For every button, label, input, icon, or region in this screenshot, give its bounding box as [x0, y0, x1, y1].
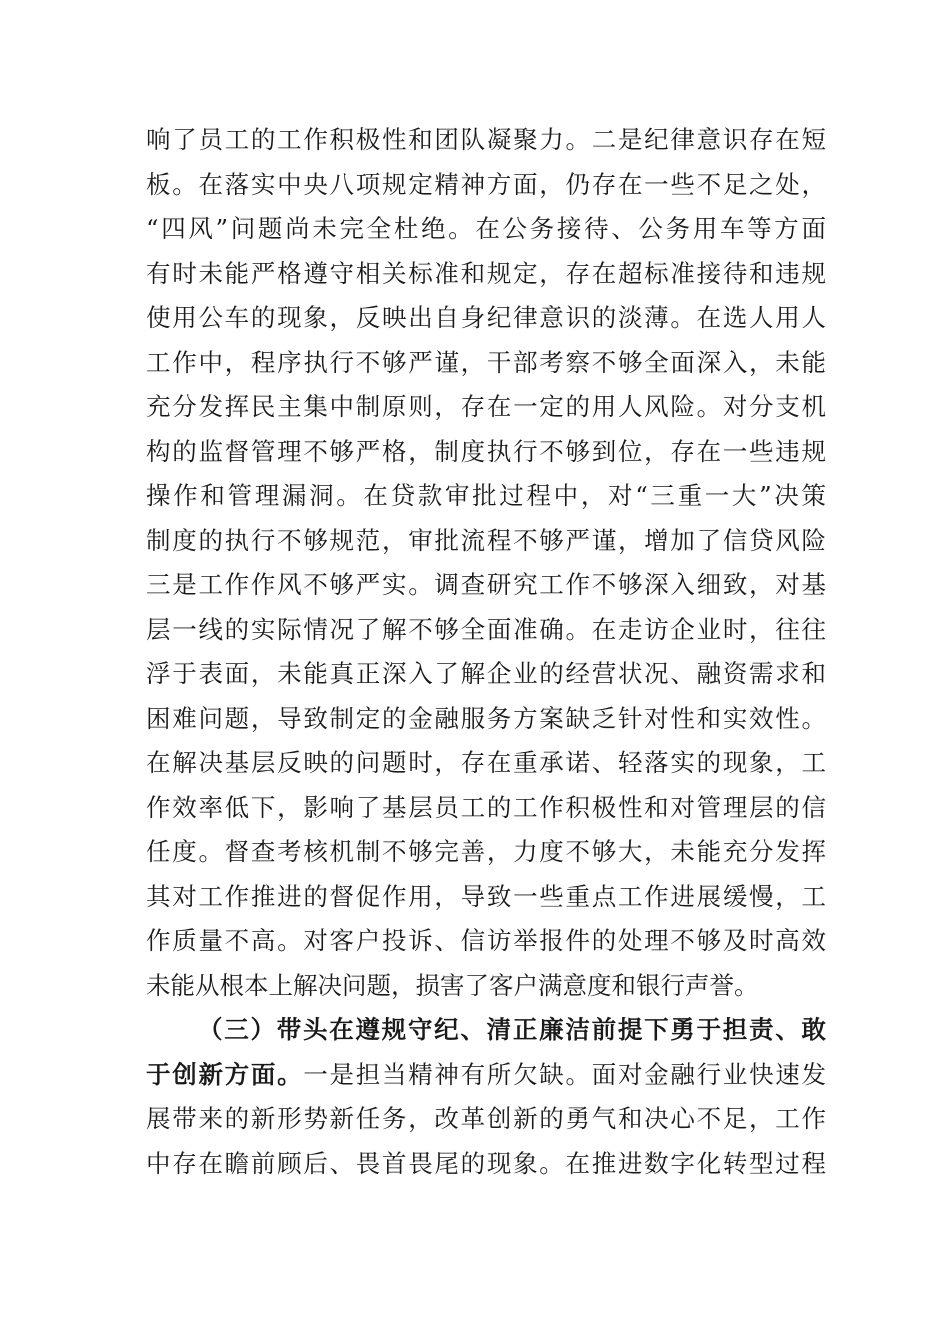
body-text [146, 118, 826, 1186]
text-line: 操作和管理漏洞。在贷款审批过程中，对“三重一大”决策 [146, 481, 826, 510]
text-line: 层一线的实际情况了解不够全面准确。在走访企业时，往往 [146, 614, 826, 644]
text-line: 板。在落实中央八项规定精神方面，仍存在一些不足之处， [146, 169, 826, 199]
text-line: 作质量不高。对客户投诉、信访举报件的处理不够及时高效 [146, 926, 826, 955]
text-line-rest: 一是担当精神有所欠缺。面对金融行业快速发 [303, 1059, 826, 1089]
text-line: 在解决基层反映的问题时，存在重承诺、轻落实的现象，工 [146, 748, 826, 777]
text-line: 中存在瞻前顾后、畏首畏尾的现象。在推进数字化转型过程 [146, 1148, 826, 1178]
text-line: 任度。督查考核机制不够完善，力度不够大，未能充分发挥 [146, 837, 826, 866]
section-heading-tail: 于创新方面。 [146, 1059, 304, 1089]
text-line: 展带来的新形势新任务，改革创新的勇气和决心不足，工作 [146, 1104, 826, 1133]
text-line: 使用公车的现象，反映出自身纪律意识的淡薄。在选人用人 [146, 303, 826, 332]
text-line: “四风”问题尚未完全杜绝。在公务接待、公务用车等方面 [146, 214, 826, 243]
text-line: 构的监督管理不够严格，制度执行不够到位，存在一些违规 [146, 436, 826, 466]
text-line: 三是工作作风不够严实。调查研究工作不够深入细致，对基 [146, 570, 826, 599]
text-line: 作效率低下，影响了基层员工的工作积极性和对管理层的信 [146, 792, 826, 822]
section-heading-line: （三）带头在遵规守纪、清正廉洁前提下勇于担责、敢 [198, 1015, 826, 1044]
text-line: 困难问题，导致制定的金融服务方案缺乏针对性和实效性。 [146, 703, 826, 733]
text-line: 未能从根本上解决问题，损害了客户满意度和银行声誉。 [146, 970, 759, 1000]
text-line: 有时未能严格遵守相关标准和规定，存在超标准接待和违规 [146, 258, 826, 288]
text-line: 其对工作推进的督促作用，导致一些重点工作进展缓慢，工 [146, 881, 826, 911]
text-line-mixed [146, 1053, 826, 1098]
text-line: 响了员工的工作积极性和团队凝聚力。二是纪律意识存在短 [146, 125, 826, 154]
text-line: 充分发挥民主集中制原则，存在一定的用人风险。对分支机 [146, 392, 826, 421]
text-line: 工作中，程序执行不够严谨，干部考察不够全面深入，未能 [146, 347, 826, 377]
text-line: 浮于表面，未能真正深入了解企业的经营状况、融资需求和 [146, 659, 826, 688]
text-line: 制度的执行不够规范，审批流程不够严谨，增加了信贷风险 [146, 525, 826, 555]
